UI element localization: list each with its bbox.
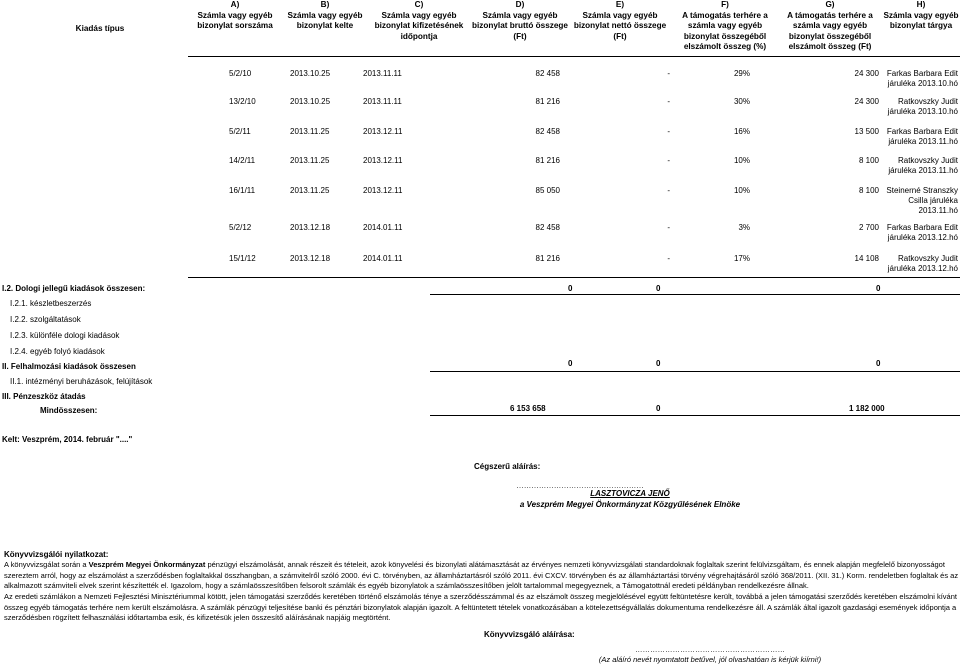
cell-c: 2014.01.11 [363,254,403,263]
table-row [0,61,960,91]
cell-f: 16% [733,127,750,136]
cell-g: 13 500 [854,127,879,136]
cell-d: 82 458 [535,69,560,78]
cell-g: 8 100 [858,186,879,195]
cell-f: 30% [733,97,750,106]
cell-h-line: járuléka 2013.10.hó [887,107,958,116]
header-col-text: Számla vagy egyéb bizonylat tárgya [883,10,959,30]
header-col-h [882,0,960,54]
header-col-letter: A) [230,0,240,9]
cell-h-line: járuléka 2013.11.hó [888,166,958,175]
cell-b: 2013.11.25 [290,156,330,165]
header-col-letter: H) [916,0,926,9]
signature-dots: …………………………………………… [516,481,644,490]
i24-label: I.2.4. egyéb folyó kiadások [10,347,105,356]
cell-f: 10% [733,186,750,195]
cell-h-line: járuléka 2013.12.hó [887,264,958,273]
total-g-value: 1 182 000 [849,404,885,413]
ii-d-value: 0 [568,359,573,368]
cell-b: 2013.10.25 [290,97,331,106]
table-row [0,119,960,149]
cell-b: 2013.12.18 [290,254,331,263]
header-col-text: Számla vagy egyéb bizonylat bruttó összege (Ft) [472,10,568,41]
ii1-label: II.1. intézményi beruházások, felújítások [10,377,153,386]
cell-a: 13/2/10 [229,97,256,106]
ii-g-value: 0 [876,359,881,368]
auditor-paragraph-2: Az eredeti számlákon a Nemzeti Fejlesztési Minisztériummal kötött, jelen támogatási szerződés keretében történő elszámolás ténye a szerződésszámmal és az elszámolt összeg megjelölésével együtt feltüntetésre került, továbbá a jelen támogatási szerződés keretében elszámolni kívánt összeg egyéb támogatás terhére nem került elszámolásra. A számlák pénzügyi teljesítése banki és pénztári bizonylatok alapján igazolt. A feltüntetett tételek vonatkozásában a kötelezettségvállalás dokumentuma rendelkezésre áll. A számlák által igazolt gazdasági események időpontja a szerződésben rögzített felhasználási időtartamba esik, és kifizetésük jelen összesítő aláírásának napjáig megtörtént. [4,592,957,623]
total-e-value: 0 [656,404,661,413]
i23-label: I.2.3. különféle dologi kiadások [10,331,120,340]
header-col-g [778,0,882,54]
header-col-letter: B) [320,0,330,9]
cell-g: 24 300 [854,97,879,106]
header-divider [188,56,960,57]
signer-title: a Veszprém Megyei Önkormányzat Közgyűlésének Elnöke [519,500,741,509]
header-col-text: Számla vagy egyéb bizonylat kifizetésének időpontja [374,10,464,41]
cell-h-line: Ratkovszky Judit [897,97,958,106]
cell-a: 5/2/11 [229,127,251,136]
cell-e: - [667,97,670,106]
cell-e: - [667,254,670,263]
table-row [0,89,960,119]
cell-h-line: Farkas Barbara Edit [886,127,958,136]
cell-b: 2013.11.25 [290,127,330,136]
cell-f: 29% [733,69,750,78]
cell-e: - [667,223,670,232]
auditor-signature-dots: …………………………………………………… [635,645,785,654]
cell-h [870,254,958,274]
header-col-letter: E) [615,0,625,9]
sum-divider-3 [430,371,960,372]
cell-h [870,127,958,147]
cell-b: 2013.10.25 [290,69,331,78]
cell-a: 16/1/11 [229,186,256,195]
header-col-letter: D) [515,0,525,9]
kelt-text: Kelt: Veszprém, 2014. február "...." [2,435,133,444]
p1-post: pénzügyi elszámolását, annak részeit és tételeit, azok könyvelési és bizonylati alátámasztását az érvényes nemzeti könyvvizsgálati standardoknak foglaltak szerint felülvizsgáltam, és ennek alapján megfelelő bizonyosságot szereztem arról, hogy az elszámolást a szerződésben foglaltakkal összhangban, a számvitelről szóló 2000. évi C. törvényben, az államháztartásról szóló 2011. évi CXCV. törvényben és az államháztartási törvény végrehajtásáról szóló 368/2011. (XII. 31.) Korm. rendeletben foglaltak és az alkalmazott számviteli elvek szerint készítették el. Igazolom, hogy a számlaösszesítőben felsorolt számlák és egyéb bizonylatok a számlaösszesítőben jelölt tartalommal megegyeznek, a Támogatottnál eredeti példányban rendelkezésre állnak. [4,560,959,591]
header-col-d [470,0,570,54]
cell-a: 5/2/10 [229,69,252,78]
cell-g: 24 300 [854,69,879,78]
auditor-signature-label: Könyvvizsgáló aláírása: [484,630,575,639]
header-col-letter: G) [825,0,835,9]
cell-c: 2013.11.11 [363,97,402,106]
header-col-text: A támogatás terhére a számla vagy egyéb bizonylat összegéből elszámolt összeg (%) [682,10,768,51]
cell-c: 2013.12.11 [363,156,403,165]
cell-h-line: Ratkovszky Judit [897,254,958,263]
cell-d: 81 216 [535,156,560,165]
auditor-heading: Könyvvizsgálói nyilatkozat: [4,550,109,559]
header-col-b [280,0,370,54]
cell-e: - [667,156,670,165]
cell-h-line: Farkas Barbara Edit [886,69,958,78]
cell-h [870,97,958,117]
cell-h-line: Csilla járuléka [908,196,958,205]
cell-d: 82 458 [535,223,560,232]
header-col-e [570,0,670,54]
cell-h-line: Ratkovszky Judit [897,156,958,165]
cell-h [870,223,958,243]
cell-e: - [667,186,670,195]
cell-c: 2013.12.11 [363,127,403,136]
cell-g: 8 100 [858,156,879,165]
i2-d-value: 0 [568,284,573,293]
cell-d: 81 216 [535,254,560,263]
header-col-letter: F) [721,0,729,9]
i21-label: I.2.1. készletbeszerzés [10,299,92,308]
cell-a: 5/2/12 [229,223,252,232]
p1-pre: A könyvvizsgálat során a [4,560,89,569]
iii-label: III. Pénzeszköz átadás [2,392,86,401]
total-d-value: 6 153 658 [510,404,546,413]
table-row [0,246,960,276]
cell-d: 85 050 [535,186,560,195]
sum-divider-2 [430,294,960,295]
cell-c: 2013.12.11 [363,186,403,195]
cell-h-line: 2013.11.hó [918,206,958,215]
cell-h-line: járuléka 2013.12.hó [887,233,958,242]
header-col-text: A támogatás terhére a számla vagy egyéb bizonylat összegéből elszámolt összeg (Ft) [787,10,873,51]
sum-divider-1 [188,277,960,278]
cell-h-line: járuléka 2013.10.hó [887,79,958,88]
auditor-signature-note: (Az aláíró nevét nyomtatott betűvel, jól olvashatóan is kérjük kiírni!) [598,655,822,664]
table-row [0,215,960,245]
cell-h-line: járuléka 2013.11.hó [888,137,958,146]
i2-label: I.2. Dologi jellegű kiadások összesen: [2,284,146,293]
header-col-f [672,0,778,54]
header-col-text: Számla vagy egyéb bizonylat kelte [287,10,363,30]
cell-g: 14 108 [854,254,879,263]
cell-c: 2014.01.11 [363,223,403,232]
cell-b: 2013.11.25 [290,186,330,195]
cegszeru-label: Cégszerű aláírás: [474,462,541,471]
cell-b: 2013.12.18 [290,223,331,232]
i2-g-value: 0 [876,284,881,293]
i22-label: I.2.2. szolgáltatások [10,315,81,324]
header-col-a [190,0,280,54]
cell-h-line: Steinerné Stranszky [886,186,958,195]
cell-e: - [667,69,670,78]
p1-bold: Veszprém Megyei Önkormányzat [88,560,206,569]
signer-name: LASZTOVICZA JENŐ [590,489,670,498]
header-col-letter: C) [414,0,424,9]
cell-a: 15/1/12 [229,254,256,263]
cell-a: 14/2/11 [229,156,256,165]
auditor-paragraph-1 [4,560,959,592]
header-col-c [370,0,468,54]
header-col-text: Számla vagy egyéb bizonylat sorszáma [197,10,273,30]
sum-divider-4 [430,415,960,416]
cell-h-line: Farkas Barbara Edit [886,223,958,232]
total-label: Mindösszesen: [40,406,98,415]
cell-c: 2013.11.11 [363,69,402,78]
cell-d: 81 216 [535,97,560,106]
kiadas-tipus-header: Kiadás típus [75,24,125,33]
cell-f: 17% [733,254,750,263]
table-row [0,148,960,178]
i2-e-value: 0 [656,284,661,293]
cell-f: 3% [738,223,750,232]
header-col-text: Számla vagy egyéb bizonylat nettó összege (Ft) [573,10,667,41]
cell-g: 2 700 [858,223,879,232]
cell-f: 10% [733,156,750,165]
ii-label: II. Felhalmozási kiadások összesen [2,362,136,371]
cell-h [870,186,958,216]
table-row [0,178,960,215]
ii-e-value: 0 [656,359,661,368]
cell-d: 82 458 [535,127,560,136]
cell-h [870,156,958,176]
cell-h [870,69,958,89]
cell-e: - [667,127,670,136]
